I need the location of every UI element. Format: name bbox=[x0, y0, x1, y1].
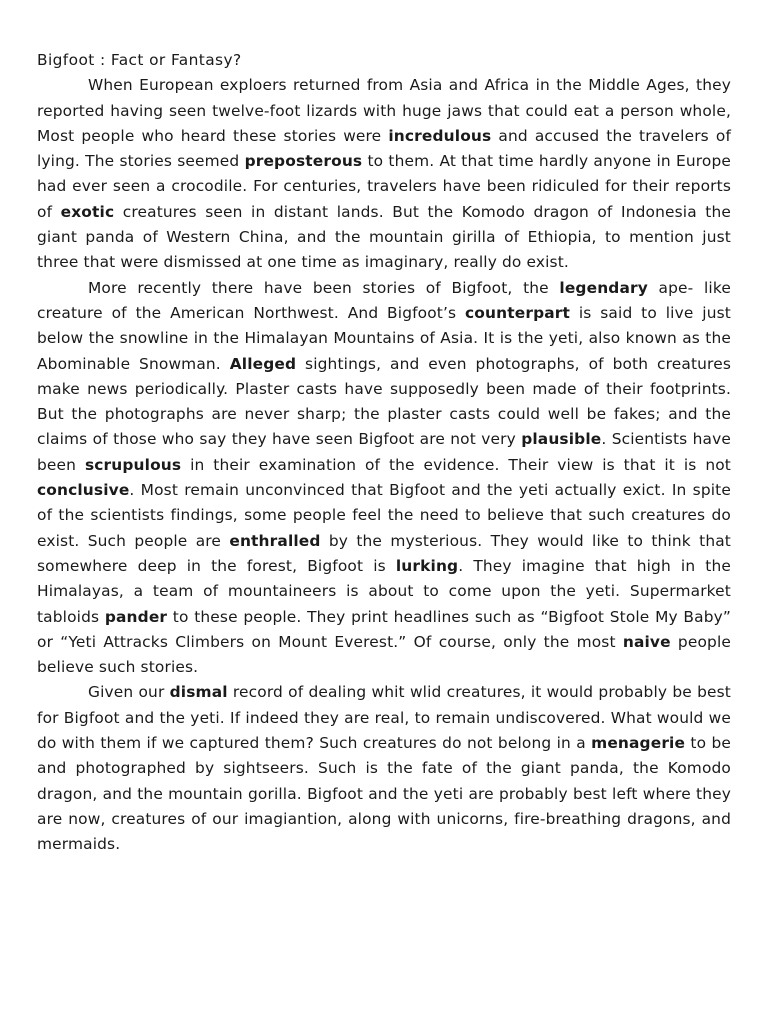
vocabulary-word: preposterous bbox=[244, 152, 363, 171]
paragraph-text: people believe such stories. bbox=[37, 632, 731, 677]
paragraph-text: More recently there have been stories of Bigfoot, the bbox=[88, 278, 560, 297]
paragraph-text: to be and photographed by sightseers. Such is the fate of the giant panda, the Komodo dragon, and the mountain gorilla. Bigfoot and the yeti are probably best left where they are now, creatures of our imagiantion, along with unicorns, fire-breathing dragons, and mermaids. bbox=[37, 734, 732, 854]
paragraph-text: . They imagine that high in the Himalayas, a team of mountaineers is about to come upon the yeti. Supermarket tabloids bbox=[37, 556, 731, 626]
paragraph-text: sightings, and even photographs, of both creatures make news periodically. Plaster casts have supposedly been made of their footprints. But the photographs are never sharp; the plaster casts could well be fakes; and the claims of those who say they have seen Bigfoot are not very bbox=[37, 354, 731, 449]
paragraph-text: record of dealing whit wlid creatures, it would probably be best for Bigfoot and the yeti. If indeed they are real, to remain undiscovered. What would we do with them if we captured them? Such creatures do not belong in a bbox=[37, 683, 731, 753]
vocabulary-word: plausible bbox=[521, 430, 602, 449]
vocabulary-word: naive bbox=[622, 632, 671, 651]
vocabulary-word: conclusive bbox=[37, 481, 130, 500]
paragraph-text: is said to live just below the snowline in the Himalayan Mountains of Asia. It is the yeti, also known as the Abominable Snowman. bbox=[37, 303, 731, 373]
vocabulary-word: scrupulous bbox=[84, 455, 182, 474]
paragraph-text: creatures seen in distant lands. But the Komodo dragon of Indonesia the giant panda of Western China, and the mountain girilla of Ethiopia, to mention just three that were dismissed at one time as imaginary, really do exist. bbox=[37, 202, 731, 272]
vocabulary-word: enthralled bbox=[229, 531, 321, 550]
paragraph-1 bbox=[37, 73, 731, 275]
paragraph-text: to these people. They print headlines such as “Bigfoot Stole My Baby” or “Yeti Attracks Climbers on Mount Everest.” Of course, only the most bbox=[37, 607, 731, 651]
paragraph-text: When European exploers returned from Asia and Africa in the Middle Ages, they reported having seen twelve-foot lizards with huge jaws that could eat a person whole, Most people who heard these stories were bbox=[37, 76, 731, 145]
paragraph-text: . Most remain unconvinced that Bigfoot and the yeti actually exict. In spite of the scientists findings, some people feel the need to believe that such creatures do exist. Such people are bbox=[37, 481, 731, 550]
vocabulary-word: menagerie bbox=[591, 734, 686, 753]
paragraph-text: in their examination of the evidence. Their view is that it is not bbox=[181, 455, 731, 474]
vocabulary-word: pander bbox=[104, 607, 168, 626]
document-title: Bigfoot : Fact or Fantasy? bbox=[37, 51, 242, 69]
vocabulary-word: lurking bbox=[395, 556, 459, 575]
paragraph-text: Given our bbox=[88, 683, 170, 702]
paragraph-text: by the mysterious. They would like to think that somewhere deep in the forest, Bigfoot is bbox=[37, 531, 731, 575]
vocabulary-word: exotic bbox=[60, 202, 115, 221]
paragraph-text: and accused the travelers of lying. The stories seemed bbox=[37, 126, 732, 171]
paragraph-text: . Scientists have been bbox=[37, 430, 732, 474]
vocabulary-word: dismal bbox=[169, 683, 228, 702]
paragraph-3 bbox=[37, 680, 731, 857]
vocabulary-word: counterpart bbox=[465, 303, 571, 322]
vocabulary-word: Alleged bbox=[229, 354, 297, 373]
vocabulary-word: legendary bbox=[559, 278, 648, 297]
paragraph-2 bbox=[37, 276, 731, 681]
vocabulary-word: incredulous bbox=[388, 126, 492, 145]
paragraph-text: to them. At that time hardly anyone in Europe had ever seen a crocodile. For centuries, travelers have been ridiculed for their reports of bbox=[37, 152, 732, 221]
document-page bbox=[37, 48, 731, 858]
paragraph-text: ape- like creature of the American Northwest. And Bigfoot’s bbox=[37, 278, 731, 322]
